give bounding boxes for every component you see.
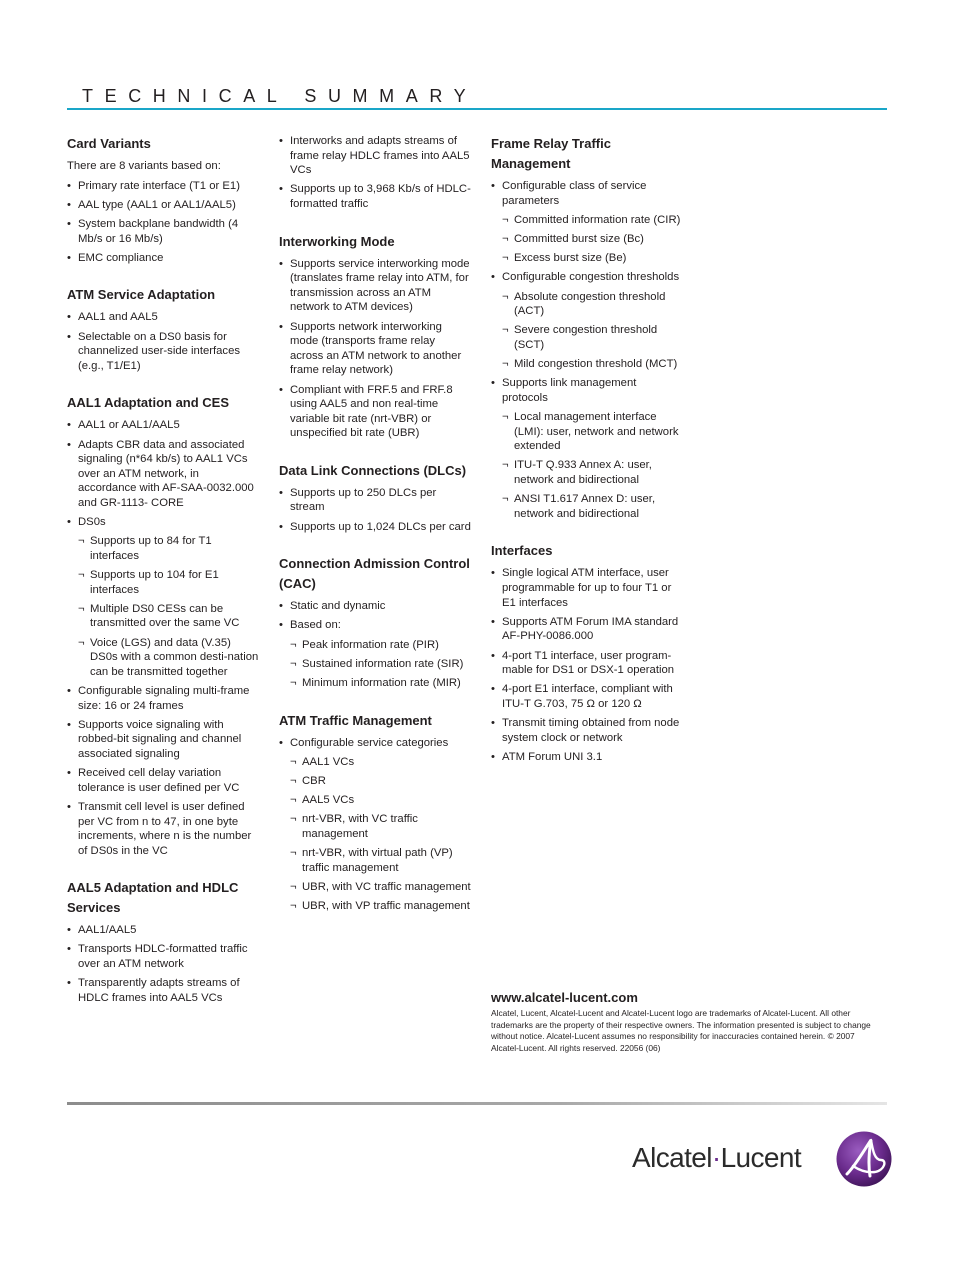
sub-list-item: ¬ Mild congestion threshold (MCT): [491, 357, 683, 372]
list-item: • EMC compliance: [67, 251, 259, 266]
sub-list-item: ¬ ANSI T1.617 Annex D: user, network and bidirectional: [491, 492, 683, 521]
section-heading: Interfaces: [491, 543, 553, 559]
sub-list-item: ¬ Severe congestion threshold (SCT): [491, 323, 683, 352]
list-item: • Configurable congestion thresholds: [491, 270, 683, 285]
bullet-list: [279, 736, 471, 914]
alcatel-lucent-logo: [632, 1128, 894, 1192]
sub-list-item: ¬ Voice (LGS) and data (V.35) DS0s with a common desti-nation can be transmitted together: [67, 636, 259, 680]
sub-list-item: ¬ Local management interface (LMI): user, network and network extended: [491, 410, 683, 454]
column-3: [491, 134, 683, 785]
list-item: • Compliant with FRF.5 and FRF.8 using AAL5 and non real-time variable bit rate (nrt-VBR) or unspecified bit rate (UBR): [279, 383, 471, 441]
list-item: • Supports up to 1,024 DLCs per card: [279, 520, 471, 535]
list-item: • Selectable on a DS0 basis for channelized user-side interfaces (e.g., T1/E1): [67, 330, 259, 374]
legal-notice: Alcatel, Lucent, Alcatel-Lucent and Alcatel-Lucent logo are trademarks of Alcatel-Lucent. All other trademarks are the property of their respective owners. The information presented is subject to change without notice. Alcatel-Lucent assumes no responsibility for inaccuracies contained herein. © 2007 Alcatel-Lucent. All rights reserved. 22056 (06): [491, 1008, 871, 1053]
list-item: • Adapts CBR data and associated signaling (n*64 kb/s) to AAL1 VCs over an ATM network, in accordance with AF-SAA-0032.000 and GR-1113- CORE: [67, 438, 259, 511]
list-item: • AAL type (AAL1 or AAL1/AAL5): [67, 198, 259, 213]
footer-divider: [67, 1102, 887, 1105]
list-item: • System backplane bandwidth (4 Mb/s or 16 Mb/s): [67, 217, 259, 246]
logo-separator: ·: [711, 1142, 721, 1173]
bullet-list: [67, 179, 259, 266]
list-item: • Supports link management protocols: [491, 376, 683, 405]
section-interworking-mode: [279, 232, 471, 441]
list-item: • Received cell delay variation tolerance is user defined per VC: [67, 766, 259, 795]
bullet-list: [279, 486, 471, 534]
list-item: • 4-port E1 interface, compliant with ITU-T G.703, 75 Ω or 120 Ω: [491, 682, 683, 711]
sub-list-item: ¬ Minimum information rate (MIR): [279, 676, 471, 691]
list-item: • Configurable signaling multi-frame size: 16 or 24 frames: [67, 684, 259, 713]
sub-list-item: ¬ Excess burst size (Be): [491, 251, 683, 266]
column-2: [279, 134, 471, 934]
list-item: • Configurable class of service parameters: [491, 179, 683, 208]
website-link[interactable]: www.alcatel-lucent.com: [491, 990, 638, 1005]
list-item: • Static and dynamic: [279, 599, 471, 614]
logo-wordmark-part1: Alcatel: [632, 1142, 712, 1173]
title-divider: [67, 108, 887, 110]
sub-list-item: ¬ Committed burst size (Bc): [491, 232, 683, 247]
section-heading: ATM Traffic Management: [279, 712, 432, 728]
logo-mark-icon: [835, 1130, 893, 1188]
section-atm-service-adaptation: [67, 285, 259, 373]
list-item: • ATM Forum UNI 3.1: [491, 750, 683, 765]
section-aal5-continued: [279, 134, 471, 212]
section-heading: Connection Admission Control (CAC): [279, 556, 470, 592]
section-interfaces: [491, 541, 683, 764]
section-frame-relay-traffic-management: [491, 134, 683, 521]
list-item: • AAL1 or AAL1/AAL5: [67, 418, 259, 433]
section-card-variants: [67, 134, 259, 265]
section-data-link-connections: [279, 461, 471, 534]
sub-list-item: ¬ AAL1 VCs: [279, 755, 471, 770]
sub-list-item: ¬ Committed information rate (CIR): [491, 213, 683, 228]
sub-list-item: ¬ nrt-VBR, with VC traffic management: [279, 812, 471, 841]
column-1: [67, 134, 259, 1025]
list-item: • Supports voice signaling with robbed-bit signaling and channel associated signaling: [67, 718, 259, 762]
section-heading: Frame Relay Traffic Management: [491, 136, 611, 171]
section-heading: Interworking Mode: [279, 233, 395, 249]
logo-wordmark: [632, 1142, 801, 1174]
list-item: • Interworks and adapts streams of frame relay HDLC frames into AAL5 VCs: [279, 134, 471, 178]
list-item: • Configurable service categories: [279, 736, 471, 751]
bullet-list: [279, 257, 471, 441]
bullet-list: [67, 310, 259, 373]
bullet-list: [491, 179, 683, 521]
list-item: • Single logical ATM interface, user programmable for up to four T1 or E1 interfaces: [491, 566, 683, 610]
section-heading: ATM Service Adaptation: [67, 287, 216, 303]
list-item: • Supports network interworking mode (transports frame relay across an ATM network to another frame relay network): [279, 320, 471, 378]
bullet-list: [491, 566, 683, 764]
list-item: • DS0s: [67, 515, 259, 530]
sub-list-item: ¬ UBR, with VP traffic management: [279, 899, 471, 914]
page-title: TECHNICAL SUMMARY: [82, 86, 478, 106]
section-heading: AAL1 Adaptation and CES: [67, 395, 230, 411]
sub-list-item: ¬ Supports up to 104 for E1 interfaces: [67, 568, 259, 597]
bullet-list: [67, 923, 259, 1005]
section-heading: Data Link Connections (DLCs): [279, 462, 467, 478]
section-atm-traffic-management: [279, 711, 471, 914]
list-item: • Based on:: [279, 618, 471, 633]
section-heading: AAL5 Adaptation and HDLC Services: [67, 880, 239, 916]
bullet-list: [279, 134, 471, 212]
sub-list-item: ¬ nrt-VBR, with virtual path (VP) traffic management: [279, 846, 471, 875]
bullet-list: [279, 599, 471, 690]
sub-list-item: ¬ Sustained information rate (SIR): [279, 657, 471, 672]
section-aal1-adaptation: [67, 393, 259, 858]
list-item: • 4-port T1 interface, user program-mable for DS1 or DSX-1 operation: [491, 649, 683, 678]
list-item: • Supports up to 250 DLCs per stream: [279, 486, 471, 515]
logo-wordmark-part2: Lucent: [720, 1142, 802, 1173]
list-item: • Transparently adapts streams of HDLC frames into AAL5 VCs: [67, 976, 259, 1005]
sub-list-item: ¬ Peak information rate (PIR): [279, 638, 471, 653]
section-aal5-adaptation: [67, 878, 259, 1005]
sub-list-item: ¬ ITU-T Q.933 Annex A: user, network and bidirectional: [491, 458, 683, 487]
list-item: • Primary rate interface (T1 or E1): [67, 179, 259, 194]
sub-list-item: ¬ Multiple DS0 CESs can be transmitted over the same VC: [67, 602, 259, 631]
list-item: • Supports up to 3,968 Kb/s of HDLC-formatted traffic: [279, 182, 471, 211]
section-heading: Card Variants: [67, 136, 151, 151]
sub-list-item: ¬ Absolute congestion threshold (ACT): [491, 290, 683, 319]
sub-list-item: ¬ UBR, with VC traffic management: [279, 880, 471, 895]
list-item: • Supports service interworking mode (translates frame relay into ATM, for transmission across an ATM network to ATM devices): [279, 257, 471, 315]
list-item: • Transmit timing obtained from node system clock or network: [491, 716, 683, 745]
list-item: • Supports ATM Forum IMA standard AF-PHY-0086.000: [491, 615, 683, 644]
list-item: • Transmit cell level is user defined per VC from n to 47, in one byte increments, where n is the number of DS0s in the VC: [67, 800, 259, 858]
section-connection-admission-control: [279, 554, 471, 690]
sub-list-item: ¬ Supports up to 84 for T1 interfaces: [67, 534, 259, 563]
sub-list-item: ¬ AAL5 VCs: [279, 793, 471, 808]
section-intro: There are 8 variants based on:: [67, 160, 221, 172]
list-item: • Transports HDLC-formatted traffic over an ATM network: [67, 942, 259, 971]
list-item: • AAL1/AAL5: [67, 923, 259, 938]
bullet-list: [67, 418, 259, 858]
sub-list-item: ¬ CBR: [279, 774, 471, 789]
list-item: • AAL1 and AAL5: [67, 310, 259, 325]
